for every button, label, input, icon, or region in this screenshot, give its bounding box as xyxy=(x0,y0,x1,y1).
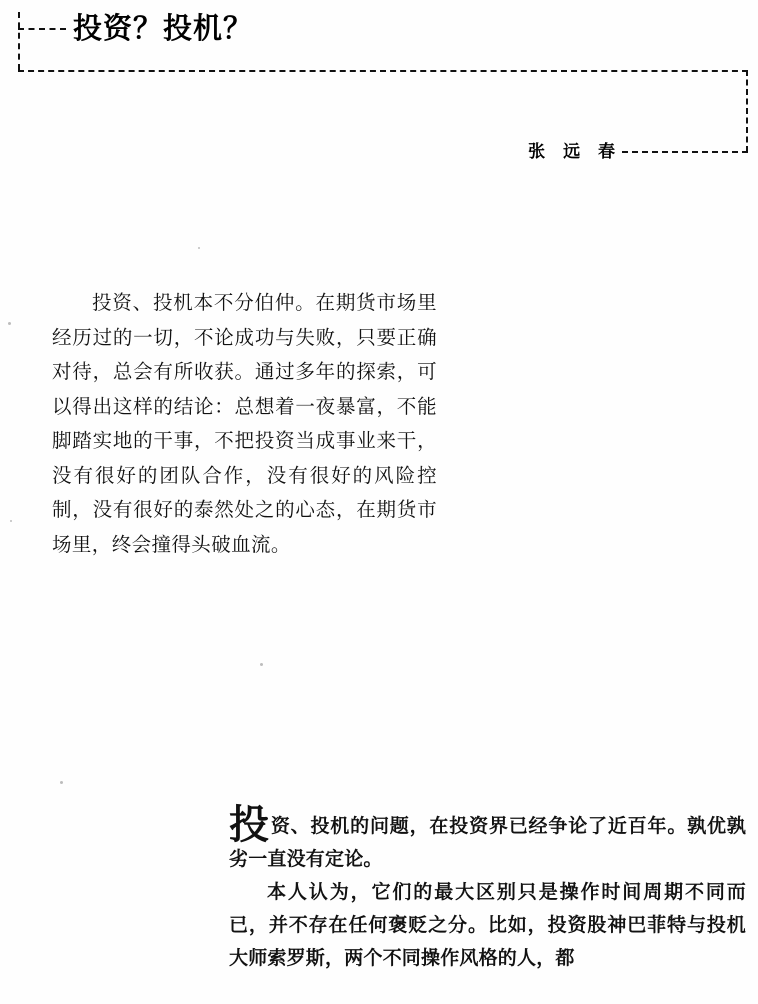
scan-speck xyxy=(60,781,63,784)
author-byline: 张 远 春 xyxy=(528,142,621,162)
body-paragraph-1-text: 资、投机的问题，在投资界已经争论了近百年。孰优孰劣一直没有定论。 xyxy=(229,815,746,870)
drop-cap: 投 xyxy=(229,801,270,848)
body-paragraph-2: 本人认为，它们的最大区别只是操作时间周期不同而已，并不存在任何褒贬之分。比如，投资股神巴菲特与投机大师索罗斯，两个不同操作风格的人，都 xyxy=(229,881,746,969)
scan-speck xyxy=(10,520,12,522)
author-rule xyxy=(622,151,748,153)
scan-speck xyxy=(260,663,263,666)
scan-speck xyxy=(198,247,200,249)
page-title: 投资？投机？ xyxy=(73,11,254,45)
title-row xyxy=(18,8,748,50)
frame-right-rule xyxy=(746,70,748,152)
title-dash-rule xyxy=(18,28,66,30)
body-text-block xyxy=(229,801,746,975)
lead-paragraph-block xyxy=(52,286,437,562)
scan-speck xyxy=(8,322,11,325)
body-paragraph-1 xyxy=(229,801,746,876)
lead-paragraph-text: 投资、投机本不分伯仲。在期货市场里经历过的一切，不论成功与失败，只要正确对待，总会有所收获。通过多年的探索，可以得出这样的结论：总想着一夜暴富，不能脚踏实地的干事，不把投资当成事业来干，没有很好的团队合作，没有很好的风险控制，没有很好的泰然处之的心态，在期货市场里，终会撞得头破血流。 xyxy=(52,291,437,556)
frame-top-rule xyxy=(18,70,748,72)
frame-left-rule xyxy=(18,12,20,70)
